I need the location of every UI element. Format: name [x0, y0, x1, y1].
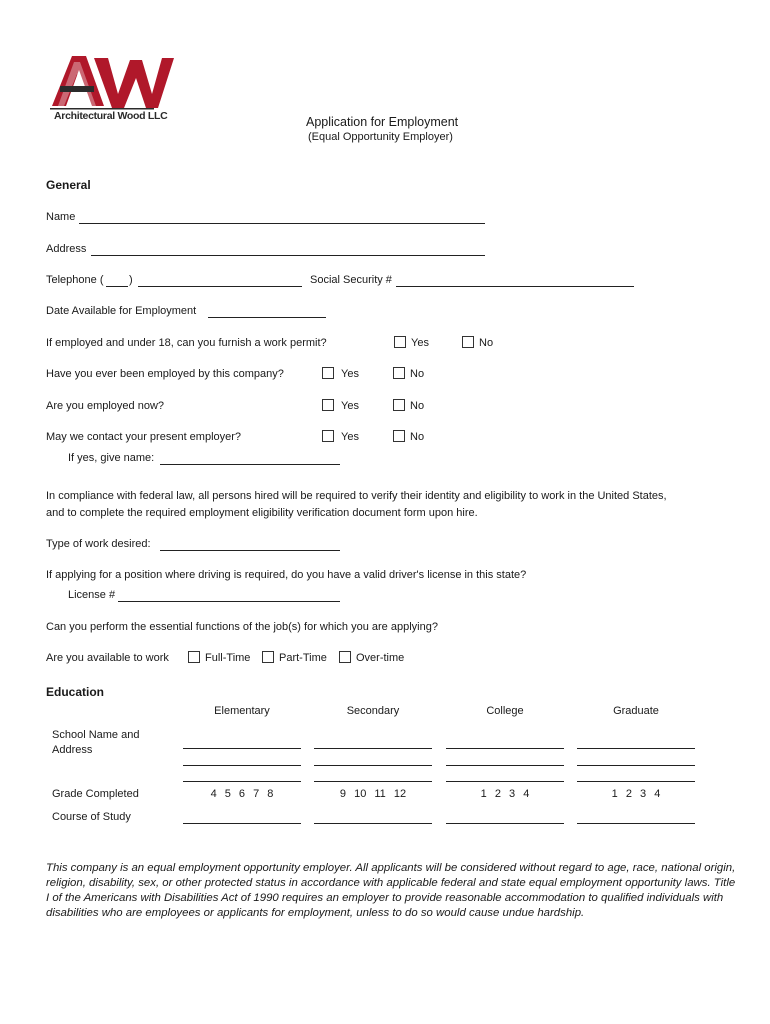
school-name-label-line2: Address [52, 744, 93, 756]
employed-now-yes-checkbox[interactable] [322, 399, 334, 411]
graduate-course-field[interactable] [577, 823, 695, 824]
telephone-label: Telephone ( [46, 274, 104, 286]
employed-before-yes-label: Yes [341, 368, 359, 380]
secondary-grades[interactable]: 9 10 11 12 [339, 788, 407, 800]
permit-no-checkbox[interactable] [462, 336, 474, 348]
graduate-school-field-2[interactable] [577, 765, 695, 766]
secondary-course-field[interactable] [314, 823, 432, 824]
compliance-text-line2: and to complete the required employment eligibility verification document form upon hire. [46, 507, 478, 519]
full-time-label: Full-Time [205, 652, 251, 664]
type-of-work-field[interactable] [160, 550, 340, 551]
form-subtitle: (Equal Opportunity Employer) [308, 131, 453, 143]
permit-yes-label: Yes [411, 337, 429, 349]
permit-yes-checkbox[interactable] [394, 336, 406, 348]
elementary-course-field[interactable] [183, 823, 301, 824]
graduate-grades[interactable]: 1 2 3 4 [611, 788, 661, 800]
secondary-school-field-1[interactable] [314, 748, 432, 749]
employed-now-no-checkbox[interactable] [393, 399, 405, 411]
employed-before-no-label: No [410, 368, 425, 380]
employed-before-question: Have you ever been employed by this company? [46, 368, 284, 380]
permit-no-label: No [479, 337, 494, 349]
employer-name-field[interactable] [160, 464, 340, 465]
elementary-grades[interactable]: 4 5 6 7 8 [210, 788, 274, 800]
section-education-heading: Education [46, 685, 105, 699]
license-field[interactable] [118, 601, 340, 602]
name-label: Name [46, 211, 76, 223]
ssn-field[interactable] [396, 286, 634, 287]
elementary-school-field-1[interactable] [183, 748, 301, 749]
college-course-field[interactable] [446, 823, 564, 824]
column-graduate: Graduate [613, 705, 659, 717]
contact-yes-label: Yes [341, 431, 359, 443]
contact-yes-checkbox[interactable] [322, 430, 334, 442]
driving-question: If applying for a position where driving is required, do you have a valid driver's license in this state? [46, 569, 527, 581]
contact-employer-question: May we contact your present employer? [46, 431, 242, 443]
address-label: Address [46, 243, 87, 255]
column-secondary: Secondary [346, 705, 400, 717]
license-label: License # [68, 589, 116, 601]
date-available-label: Date Available for Employment [46, 305, 197, 317]
logo-company-name: Architectural Wood LLC [54, 110, 168, 122]
contact-no-checkbox[interactable] [393, 430, 405, 442]
college-grades[interactable]: 1 2 3 4 [480, 788, 530, 800]
full-time-checkbox[interactable] [188, 651, 200, 663]
elementary-school-field-3[interactable] [183, 781, 301, 782]
over-time-checkbox[interactable] [339, 651, 351, 663]
part-time-checkbox[interactable] [262, 651, 274, 663]
eeo-notice: This company is an equal employment opportunity employer. All applicants will be considered without regard to age, race, national origin, religion, disability, sex, or other protected status in accordance with applicable federal and state equal employment opportunity laws. Title I of the Americans with Disabilities Act of 1990 requires an employer to provide reasonable accommodation to qualified individuals with disabilities who are employees or applicants for employment, unless to do so would cause undue hardship. [46, 862, 736, 919]
ssn-label: Social Security # [310, 274, 392, 286]
name-field[interactable] [79, 223, 485, 224]
employed-now-question: Are you employed now? [46, 400, 165, 412]
elementary-school-field-2[interactable] [183, 765, 301, 766]
type-of-work-label: Type of work desired: [46, 538, 151, 550]
address-field[interactable] [91, 255, 485, 256]
company-logo [46, 48, 176, 126]
telephone-field[interactable] [138, 286, 302, 287]
contact-no-label: No [410, 431, 425, 443]
secondary-school-field-2[interactable] [314, 765, 432, 766]
part-time-label: Part-Time [279, 652, 327, 664]
secondary-school-field-3[interactable] [314, 781, 432, 782]
graduate-school-field-1[interactable] [577, 748, 695, 749]
college-school-field-3[interactable] [446, 781, 564, 782]
college-school-field-1[interactable] [446, 748, 564, 749]
permit-question: If employed and under 18, can you furnish a work permit? [46, 337, 327, 349]
college-school-field-2[interactable] [446, 765, 564, 766]
employed-before-no-checkbox[interactable] [393, 367, 405, 379]
column-college: College [486, 705, 524, 717]
over-time-label: Over-time [356, 652, 405, 664]
section-general-heading: General [46, 178, 91, 192]
availability-label: Are you available to work [46, 652, 169, 664]
graduate-school-field-3[interactable] [577, 781, 695, 782]
employed-before-yes-checkbox[interactable] [322, 367, 334, 379]
school-name-label-line1: School Name and [52, 729, 140, 741]
telephone-close-paren: ) [129, 274, 133, 286]
grade-completed-label: Grade Completed [52, 788, 139, 800]
employed-now-yes-label: Yes [341, 400, 359, 412]
course-of-study-label: Course of Study [52, 811, 131, 823]
column-elementary: Elementary [214, 705, 270, 717]
employed-now-no-label: No [410, 400, 425, 412]
essential-functions-question: Can you perform the essential functions of the job(s) for which you are applying? [46, 621, 438, 633]
date-available-field[interactable] [208, 317, 326, 318]
if-yes-name-label: If yes, give name: [68, 452, 155, 464]
compliance-text-line1: In compliance with federal law, all persons hired will be required to verify their identity and eligibility to work in the United States, [46, 490, 667, 502]
form-title: Application for Employment [306, 115, 459, 129]
area-code-field[interactable] [106, 286, 128, 287]
